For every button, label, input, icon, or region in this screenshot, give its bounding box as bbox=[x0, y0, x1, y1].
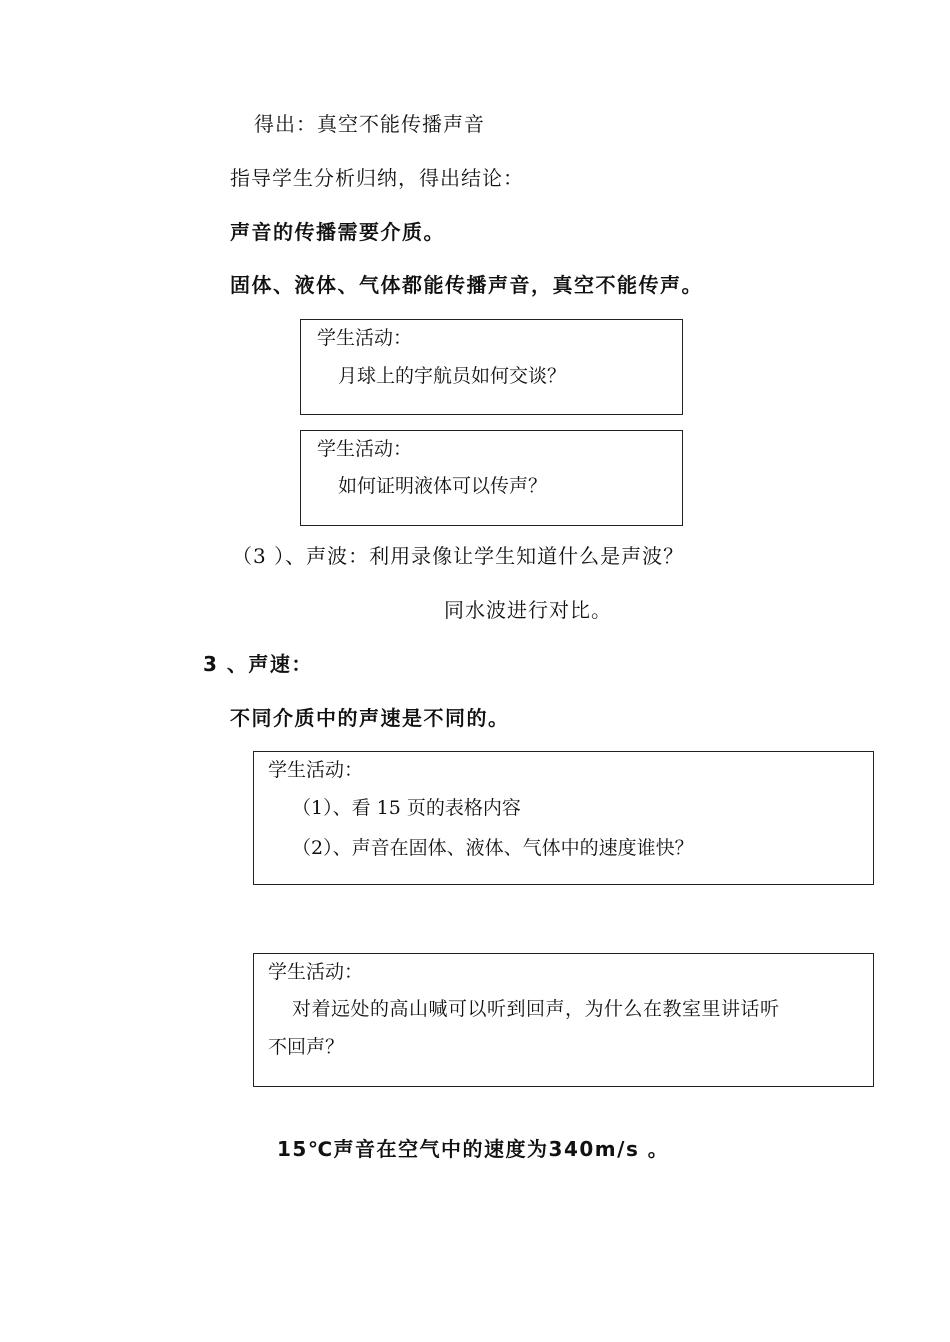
conclusion-states: 固体、液体、气体都能传播声音，真空不能传声。 bbox=[230, 273, 703, 297]
water-wave-compare: 同水波进行对比。 bbox=[444, 598, 612, 622]
student-activity-box-1 bbox=[300, 319, 683, 415]
activity-title: 学生活动： bbox=[268, 961, 364, 983]
student-activity-box-2 bbox=[300, 430, 683, 526]
guide-students-text: 指导学生分析归纳，得出结论： bbox=[230, 166, 524, 190]
activity-text: 月球上的宇航员如何交谈？ bbox=[338, 365, 567, 387]
speed-differs-text: 不同介质中的声速是不同的。 bbox=[230, 706, 510, 730]
section-heading-sound-speed: 3 、声速： bbox=[203, 652, 313, 676]
conclusion-medium: 声音的传播需要介质。 bbox=[230, 220, 445, 244]
activity-text-line-2: 不回声？ bbox=[268, 1036, 345, 1058]
activity-text: 如何证明液体可以传声？ bbox=[338, 475, 548, 497]
activity-title: 学生活动： bbox=[317, 327, 413, 349]
activity-item-2: （2）、声音在固体、液体、气体中的速度谁快？ bbox=[292, 837, 694, 859]
sound-wave-text: （3 ）、声波：利用录像让学生知道什么是声波？ bbox=[232, 544, 685, 568]
student-activity-box-4 bbox=[253, 953, 874, 1087]
activity-title: 学生活动： bbox=[268, 759, 364, 781]
activity-title: 学生活动： bbox=[317, 438, 413, 460]
activity-text-line-1: 对着远处的高山喊可以听到回声，为什么在教室里讲话听 bbox=[292, 998, 780, 1020]
conclusion-vacuum: 得出：真空不能传播声音 bbox=[254, 112, 485, 136]
activity-item-1: （1）、看 15 页的表格内容 bbox=[292, 797, 521, 819]
speed-of-sound-fact: 15℃声音在空气中的速度为340m/s 。 bbox=[277, 1137, 670, 1161]
student-activity-box-3 bbox=[253, 751, 874, 885]
